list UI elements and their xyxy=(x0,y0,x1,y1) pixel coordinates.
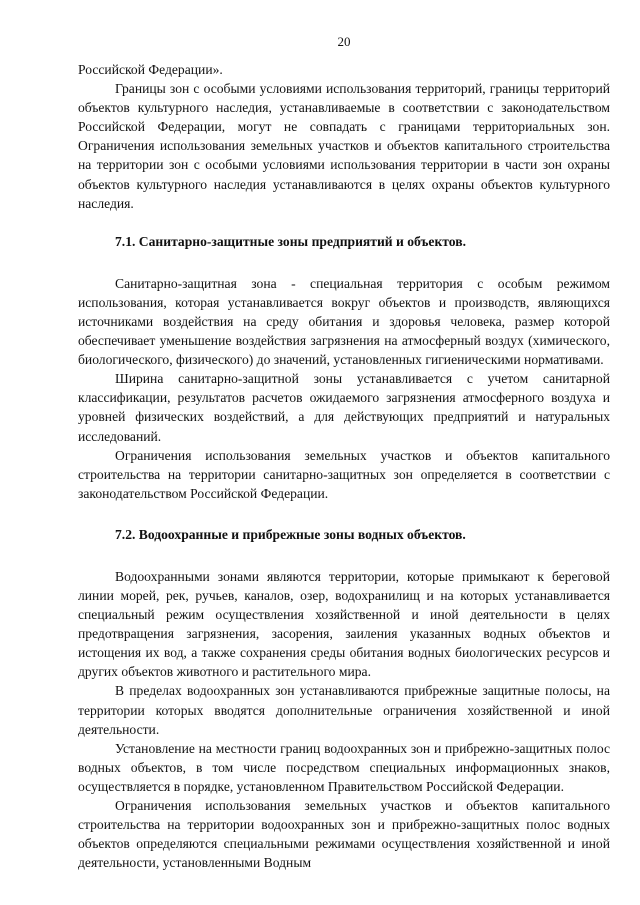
intro-paragraph: Границы зон с особыми условиями использования территорий, границы территорий объектов культурного наследия, устанавливаемые в соответствии с законодательством Российской Федерации, могут не совпадать с границами территориальных зон. Ограничения использования земельных участков и объектов капитального строительства на территории зон с особыми условиями использования территории в части зон охраны объектов культурного наследия устанавливаются в целях охраны объектов культурного наследия. xyxy=(78,81,610,211)
section-7-1-heading: 7.1. Санитарно-защитные зоны предприятий и объектов. xyxy=(115,233,466,249)
section-7-2-paragraph: Ограничения использования земельных участков и объектов капитального строительства на территории водоохранных зон и прибрежно-защитных полос водных объектов определяются специальными режимами осуществления хозяйственной и иной деятельности, установленными Водным xyxy=(78,798,610,871)
section-7-1-paragraph: Санитарно-защитная зона - специальная территория с особым режимом использования, которая устанавливается вокруг объектов и производств, являющихся источниками воздействия на среду обитания и здоровья человека, размер которой обеспечивает уменьшение воздействия загрязнения на атмосферный воздух (химического, биологического, физического) до значений, установленных гигиеническими нормативами. xyxy=(78,275,610,368)
intro-continuation: Российской Федерации». xyxy=(78,62,223,77)
section-7-1-paragraph: Ограничения использования земельных участков и объектов капитального строительства на территории санитарно-защитных зон определяется в соответствии с законодательством Российской Федерации. xyxy=(78,447,610,501)
section-7-2-paragraph: В пределах водоохранных зон устанавливаются прибрежные защитные полосы, на территории которых вводятся дополнительные ограничения хозяйственной и иной деятельности. xyxy=(78,683,610,737)
page-content xyxy=(78,60,610,872)
section-7-2-paragraph: Водоохранными зонами являются территории, которые примыкают к береговой линии морей, рек, ручьев, каналов, озер, водохранилищ и на которых устанавливается специальный режим осуществления хозяйственной и иной деятельности в целях предотвращения загрязнения, засорения, заиления указанных водных объектов и истощения их вод, а также сохранения среды обитания водных биологических ресурсов и других объектов животного и растительного мира. xyxy=(78,568,610,680)
section-7-2-heading: 7.2. Водоохранные и прибрежные зоны водных объектов. xyxy=(115,526,466,542)
section-7-1-paragraph: Ширина санитарно-защитной зоны устанавливается с учетом санитарной классификации, результатов расчетов ожидаемого загрязнения атмосферного воздуха и уровней физических воздействий, а для действующих предприятий и натуральных исследований. xyxy=(78,371,610,444)
section-7-2-paragraph: Установление на местности границ водоохранных зон и прибрежно-защитных полос водных объектов, в том числе посредством специальных информационных знаков, осуществляется в порядке, установленном Правительством Российской Федерации. xyxy=(78,740,610,794)
page-number: 20 xyxy=(337,34,351,49)
